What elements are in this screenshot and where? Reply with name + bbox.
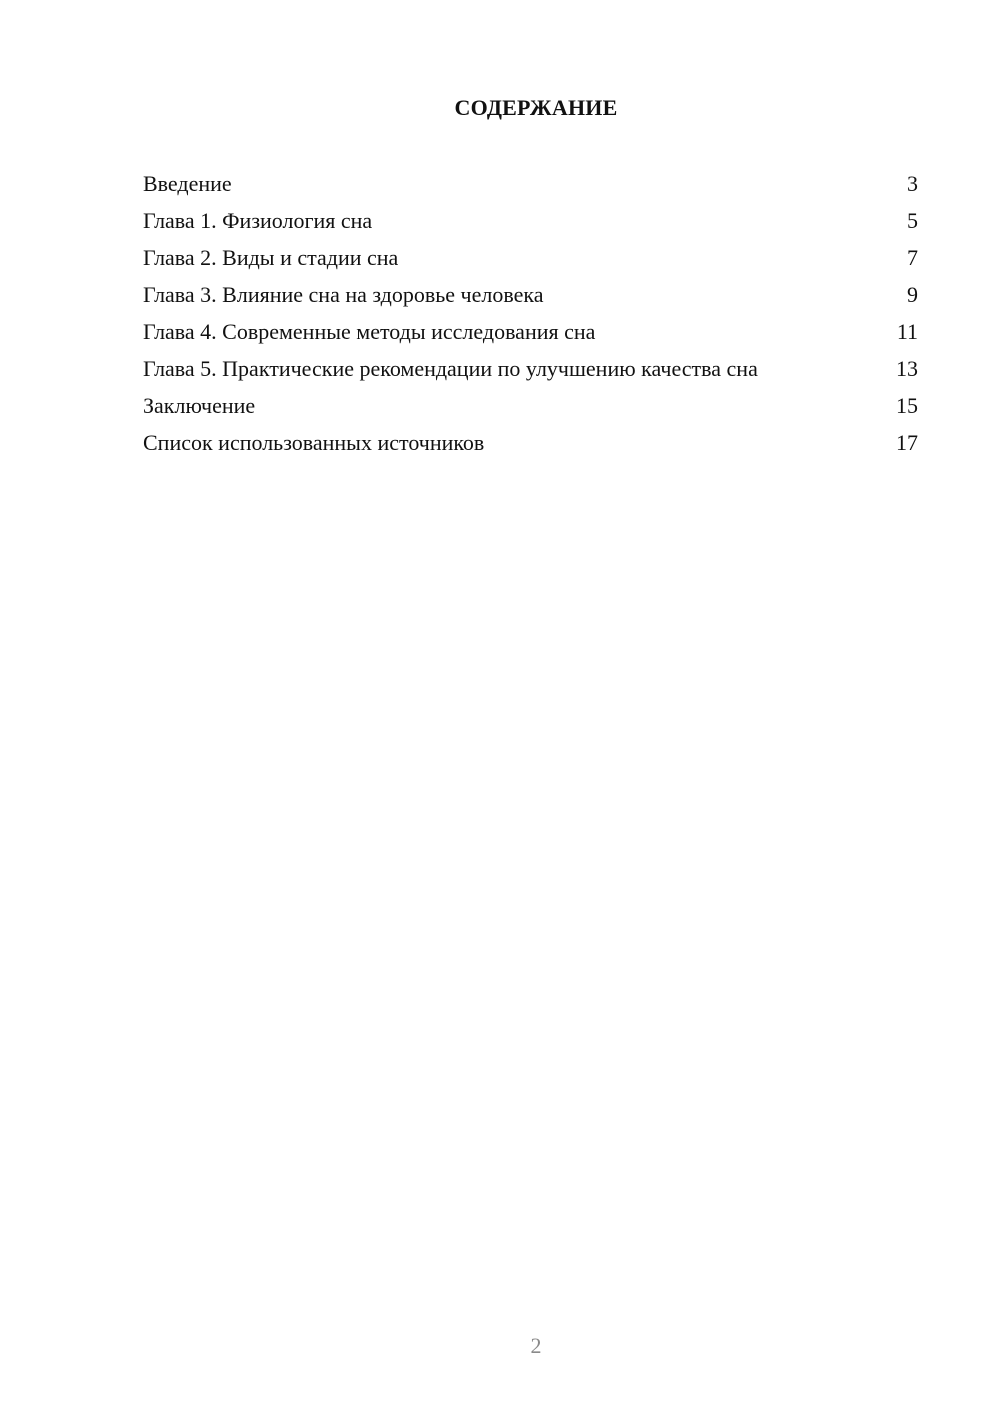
toc-entry-chapter-4 bbox=[143, 318, 918, 345]
toc-entry-page: 5 bbox=[907, 208, 918, 233]
toc-entry-chapter-1 bbox=[143, 207, 918, 234]
toc-entry-label: Глава 1. Физиология сна bbox=[143, 208, 373, 233]
toc-entry-label: Глава 4. Современные методы исследования сна bbox=[143, 319, 596, 344]
toc-entry-page: 3 bbox=[907, 171, 918, 196]
toc-entry-conclusion bbox=[143, 392, 918, 419]
page-title: СОДЕРЖАНИЕ bbox=[454, 95, 618, 120]
toc-entry-label: Список использованных источников bbox=[143, 430, 485, 455]
table-of-contents bbox=[143, 170, 918, 466]
toc-entry-references bbox=[143, 429, 918, 456]
toc-entry-label: Заключение bbox=[143, 393, 256, 418]
toc-entry-chapter-5 bbox=[143, 355, 918, 382]
toc-entry-page: 9 bbox=[907, 282, 918, 307]
toc-entry-chapter-2 bbox=[143, 244, 918, 271]
toc-entry-introduction bbox=[143, 170, 918, 197]
toc-entry-label: Глава 3. Влияние сна на здоровье человека bbox=[143, 282, 544, 307]
toc-entry-page: 11 bbox=[896, 319, 918, 344]
toc-entry-label: Глава 2. Виды и стадии сна bbox=[143, 245, 399, 270]
toc-entry-page: 15 bbox=[896, 393, 918, 418]
toc-entry-chapter-3 bbox=[143, 281, 918, 308]
toc-entry-label: Введение bbox=[143, 171, 232, 196]
toc-entry-page: 13 bbox=[896, 356, 918, 381]
toc-entry-label: Глава 5. Практические рекомендации по улучшению качества сна bbox=[143, 356, 758, 381]
toc-entry-page: 7 bbox=[907, 245, 918, 270]
page-number: 2 bbox=[530, 1333, 542, 1358]
toc-entry-page: 17 bbox=[896, 430, 918, 455]
